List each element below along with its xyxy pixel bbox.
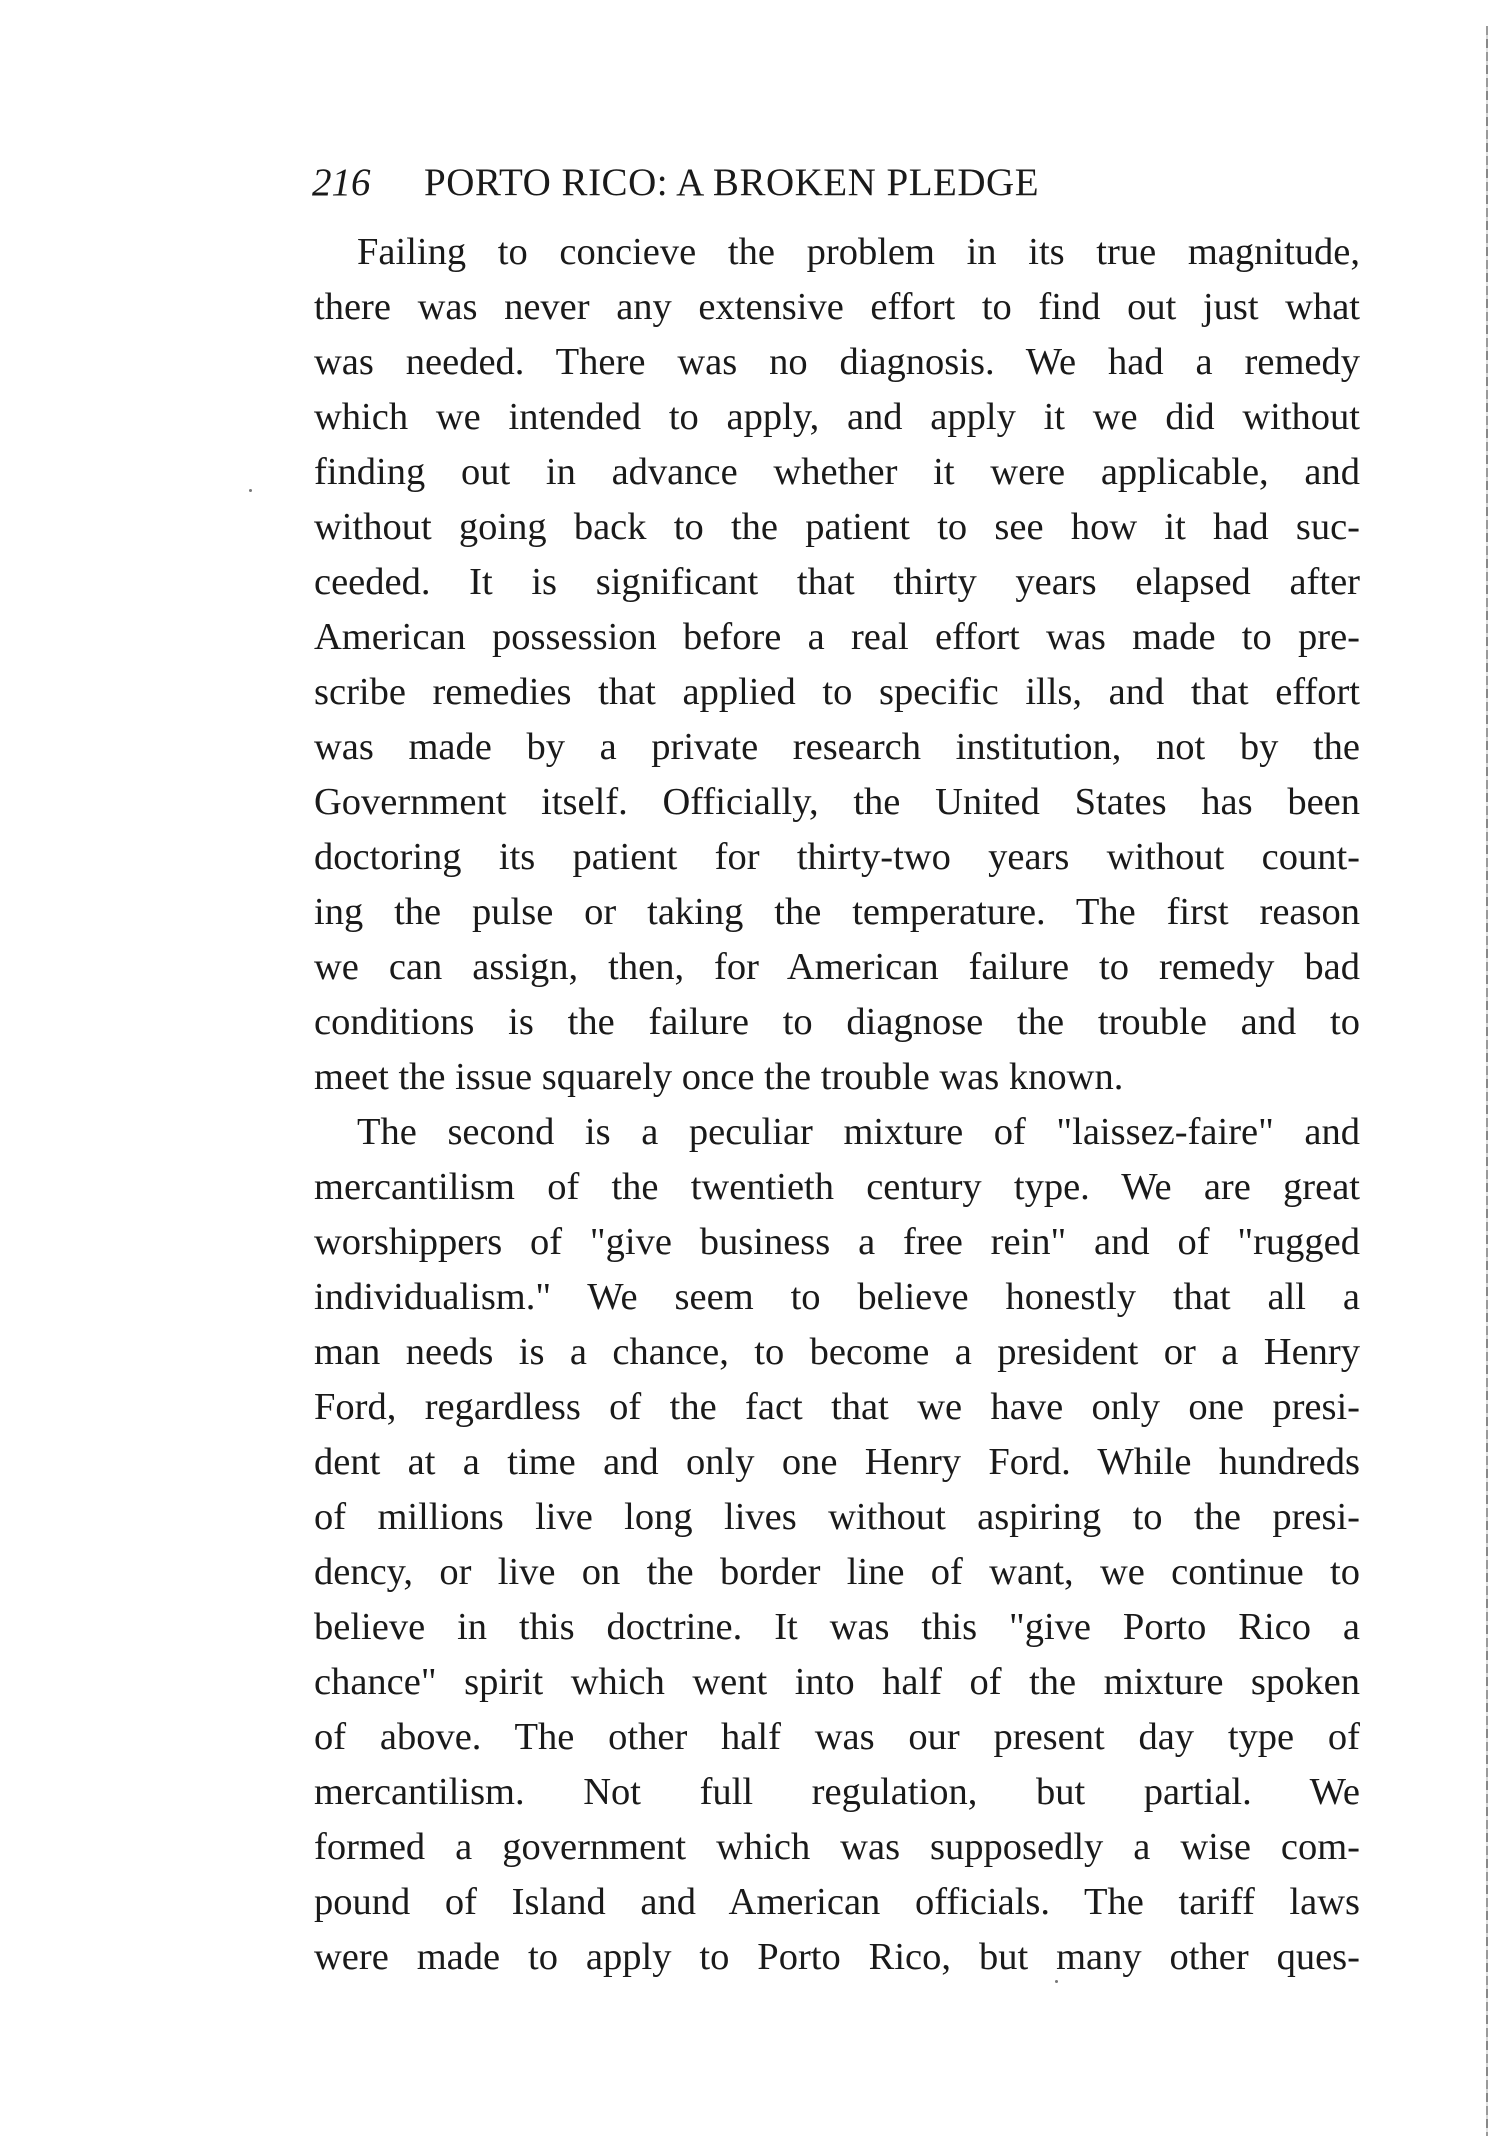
scan-speck bbox=[249, 489, 252, 492]
text-line: mercantilism of the twentieth century type. We are great bbox=[314, 1166, 1360, 1208]
text-line: individualism." We seem to believe honestly that all a bbox=[314, 1276, 1360, 1318]
running-title: PORTO RICO: A BROKEN PLEDGE bbox=[424, 161, 1040, 204]
running-head bbox=[312, 158, 1372, 208]
text-line: was made by a private research institution, not by the bbox=[314, 726, 1360, 768]
text-line: scribe remedies that applied to specific ills, and that effort bbox=[314, 671, 1360, 713]
text-line: worshippers of "give business a free rein" and of "rugged bbox=[314, 1221, 1360, 1263]
text-line: doctoring its patient for thirty-two years without count- bbox=[314, 836, 1360, 878]
text-line: we can assign, then, for American failure to remedy bad bbox=[314, 946, 1360, 988]
text-line: American possession before a real effort was made to pre- bbox=[314, 616, 1360, 658]
text-line: Ford, regardless of the fact that we have only one presi- bbox=[314, 1386, 1360, 1428]
text-line: was needed. There was no diagnosis. We had a remedy bbox=[314, 341, 1360, 383]
text-line: Failing to concieve the problem in its true magnitude, bbox=[357, 231, 1360, 273]
text-line: The second is a peculiar mixture of "laissez-faire" and bbox=[357, 1111, 1360, 1153]
page-number: 216 bbox=[312, 161, 371, 204]
text-line: believe in this doctrine. It was this "give Porto Rico a bbox=[314, 1606, 1360, 1648]
binding-edge bbox=[1486, 26, 1488, 2136]
text-line: of millions live long lives without aspiring to the presi- bbox=[314, 1496, 1360, 1538]
text-line: which we intended to apply, and apply it we did without bbox=[314, 396, 1360, 438]
text-line: dency, or live on the border line of want, we continue to bbox=[314, 1551, 1360, 1593]
text-line: of above. The other half was our present day type of bbox=[314, 1716, 1360, 1758]
text-line: meet the issue squarely once the trouble was known. bbox=[314, 1056, 1124, 1098]
text-line: ceeded. It is significant that thirty years elapsed after bbox=[314, 561, 1360, 603]
text-line: mercantilism. Not full regulation, but partial. We bbox=[314, 1771, 1360, 1813]
text-line: there was never any extensive effort to find out just what bbox=[314, 286, 1360, 328]
text-line: formed a government which was supposedly a wise com- bbox=[314, 1826, 1360, 1868]
text-line: pound of Island and American officials. The tariff laws bbox=[314, 1881, 1360, 1923]
text-line: without going back to the patient to see how it had suc- bbox=[314, 506, 1360, 548]
text-line: were made to apply to Porto Rico, but many other ques- bbox=[314, 1936, 1360, 1978]
text-line: dent at a time and only one Henry Ford. While hundreds bbox=[314, 1441, 1360, 1483]
text-line: Government itself. Officially, the United States has been bbox=[314, 781, 1360, 823]
body-text bbox=[314, 225, 1360, 1985]
text-line: finding out in advance whether it were applicable, and bbox=[314, 451, 1360, 493]
text-line: conditions is the failure to diagnose the trouble and to bbox=[314, 1001, 1360, 1043]
text-line: chance" spirit which went into half of the mixture spoken bbox=[314, 1661, 1360, 1703]
text-line: ing the pulse or taking the temperature. The first reason bbox=[314, 891, 1360, 933]
text-line: man needs is a chance, to become a president or a Henry bbox=[314, 1331, 1360, 1373]
scan-speck bbox=[1055, 1980, 1058, 1983]
